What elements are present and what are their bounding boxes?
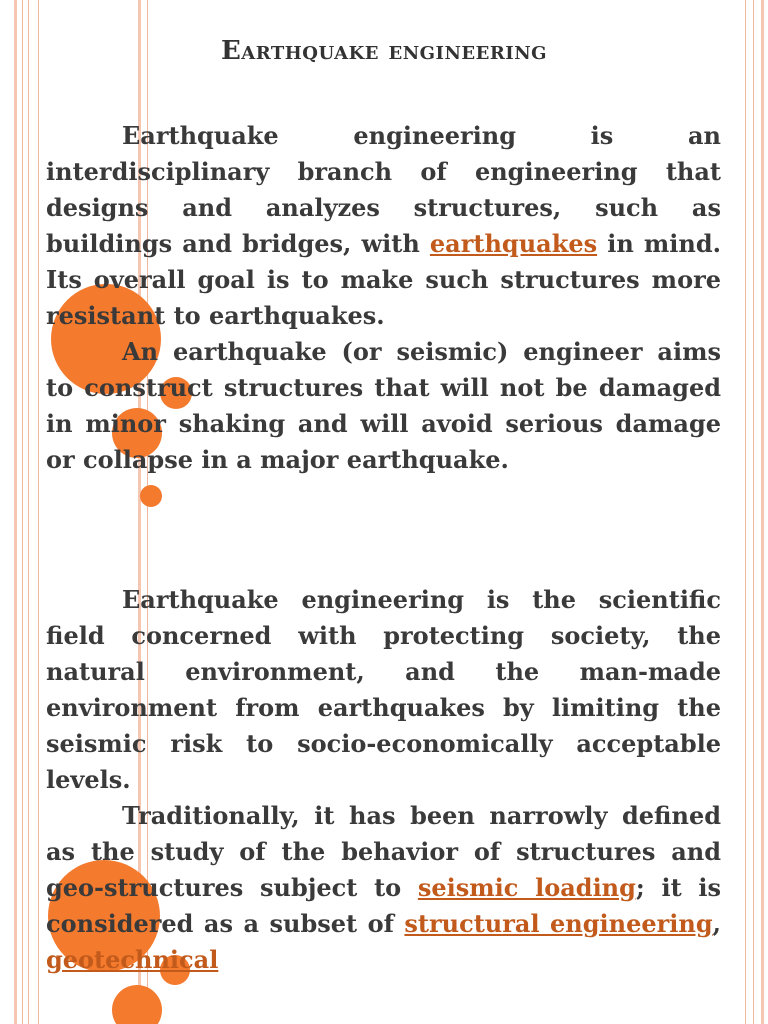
link-earthquakes[interactable]: earthquakes (429, 229, 598, 258)
paragraph-1-text-b: in mind. Its overall goal is to make such structures more resistant to earthquakes. (46, 229, 721, 330)
paragraph-1-text-a: Earthquake engineering is an interdisciplinary branch of engineering that designs and analyzes structures, such as buildings and bridges, with (46, 121, 721, 258)
right-rule-1 (745, 0, 746, 1024)
paragraph-3-text: Earthquake engineering is the scientific field concerned with protecting society, the natural environment, and the man-made environment from earthquakes by limiting the seismic risk to socio-economically acceptable levels. (46, 585, 721, 794)
left-rule-3 (28, 0, 29, 1024)
paragraph-4-text-c: , (712, 909, 721, 938)
paragraph-4-text-b: ; it is considered as a subset of (46, 873, 722, 938)
body-text (46, 118, 721, 978)
link-geotechnical[interactable]: geotechnical (46, 945, 219, 974)
right-rule-2 (753, 0, 754, 1024)
paragraph-2 (46, 334, 721, 478)
decor-circle-medium-bottom (112, 985, 162, 1024)
page-title: Earthquake engineering (220, 36, 548, 66)
paragraph-2-text: An earthquake (or seismic) engineer aims to construct structures that will not be damaged in minor shaking and will avoid serious damage or collapse in a major earthquake. (46, 337, 721, 474)
link-seismic-loading[interactable]: seismic loading (417, 873, 636, 902)
paragraph-4 (46, 798, 721, 978)
left-rule-1 (14, 0, 17, 1024)
left-rule-4 (38, 0, 39, 1024)
right-rule-3 (761, 0, 764, 1024)
paragraph-3 (46, 582, 721, 798)
left-rule-2 (22, 0, 23, 1024)
paragraph-1 (46, 118, 721, 334)
paragraph-4-text-a: Traditionally, it has been narrowly defined as the study of the behavior of structures and geo-structures subject to (46, 801, 721, 902)
link-structural-engineering[interactable]: structural engineering (404, 909, 713, 938)
